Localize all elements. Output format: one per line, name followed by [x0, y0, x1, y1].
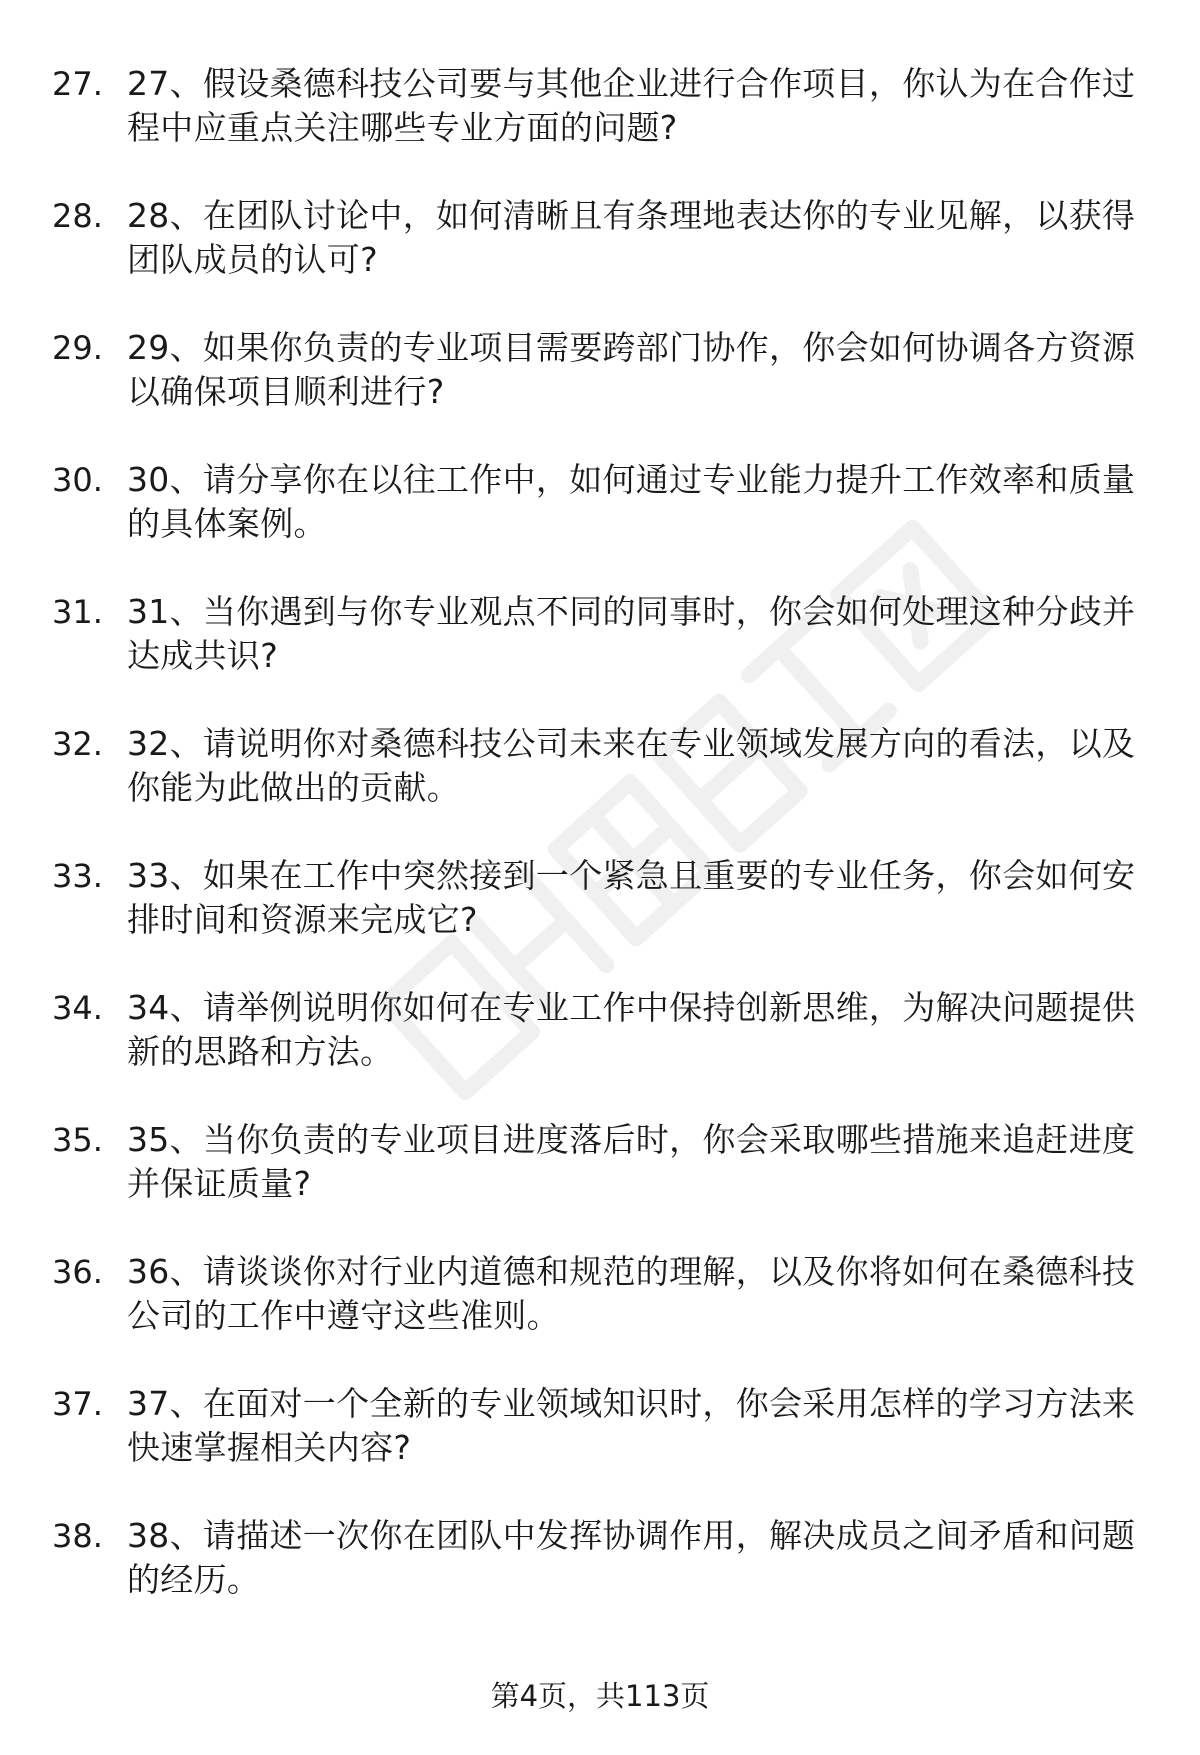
question-number: 27.: [52, 65, 103, 103]
list-item: [0, 326, 1200, 458]
question-number: 33.: [52, 857, 103, 895]
list-item: [0, 854, 1200, 986]
question-text: 32、请说明你对桑德科技公司未来在专业领域发展方向的看法，以及你能为此做出的贡献。: [127, 724, 1136, 807]
question-number: 34.: [52, 989, 103, 1027]
list-item: [0, 1250, 1200, 1382]
question-number: 36.: [52, 1253, 103, 1291]
list-item: [0, 62, 1200, 194]
list-item: [0, 458, 1200, 590]
question-number: 32.: [52, 725, 103, 763]
question-text: 37、在面对一个全新的专业领域知识时，你会采用怎样的学习方法来快速掌握相关内容?: [127, 1384, 1136, 1467]
question-text: 28、在团队讨论中，如何清晰且有条理地表达你的专业见解，以获得团队成员的认可?: [127, 196, 1136, 279]
question-text: 34、请举例说明你如何在专业工作中保持创新思维，为解决问题提供新的思路和方法。: [127, 988, 1136, 1071]
page-footer: 第4页，共113页: [490, 1679, 710, 1713]
list-item: [0, 1514, 1200, 1646]
question-text: 29、如果你负责的专业项目需要跨部门协作，你会如何协调各方资源以确保项目顺利进行?: [127, 328, 1136, 411]
question-text: 27、假设桑德科技公司要与其他企业进行合作项目，你认为在合作过程中应重点关注哪些专业方面的问题?: [127, 64, 1136, 147]
question-number: 30.: [52, 461, 103, 499]
list-item: [0, 1382, 1200, 1514]
list-item: [0, 722, 1200, 854]
question-text: 31、当你遇到与你专业观点不同的同事时，你会如何处理这种分歧并达成共识?: [127, 592, 1136, 675]
question-number: 38.: [52, 1517, 103, 1555]
list-item: [0, 986, 1200, 1118]
question-number: 31.: [52, 593, 103, 631]
question-text: 38、请描述一次你在团队中发挥协调作用，解决成员之间矛盾和问题的经历。: [127, 1516, 1136, 1599]
question-text: 35、当你负责的专业项目进度落后时，你会采取哪些措施来追赶进度并保证质量?: [127, 1120, 1136, 1203]
question-text: 33、如果在工作中突然接到一个紧急且重要的专业任务，你会如何安排时间和资源来完成它?: [127, 856, 1136, 939]
question-number: 35.: [52, 1121, 103, 1159]
question-text: 36、请谈谈你对行业内道德和规范的理解，以及你将如何在桑德科技公司的工作中遵守这些准则。: [127, 1252, 1136, 1335]
question-number: 28.: [52, 197, 103, 235]
list-item: [0, 1118, 1200, 1250]
question-text: 30、请分享你在以往工作中，如何通过专业能力提升工作效率和质量的具体案例。: [127, 460, 1136, 543]
question-number: 29.: [52, 329, 103, 367]
question-number: 37.: [52, 1385, 103, 1423]
list-item: [0, 590, 1200, 722]
list-item: [0, 194, 1200, 326]
question-list: [0, 62, 1200, 1646]
